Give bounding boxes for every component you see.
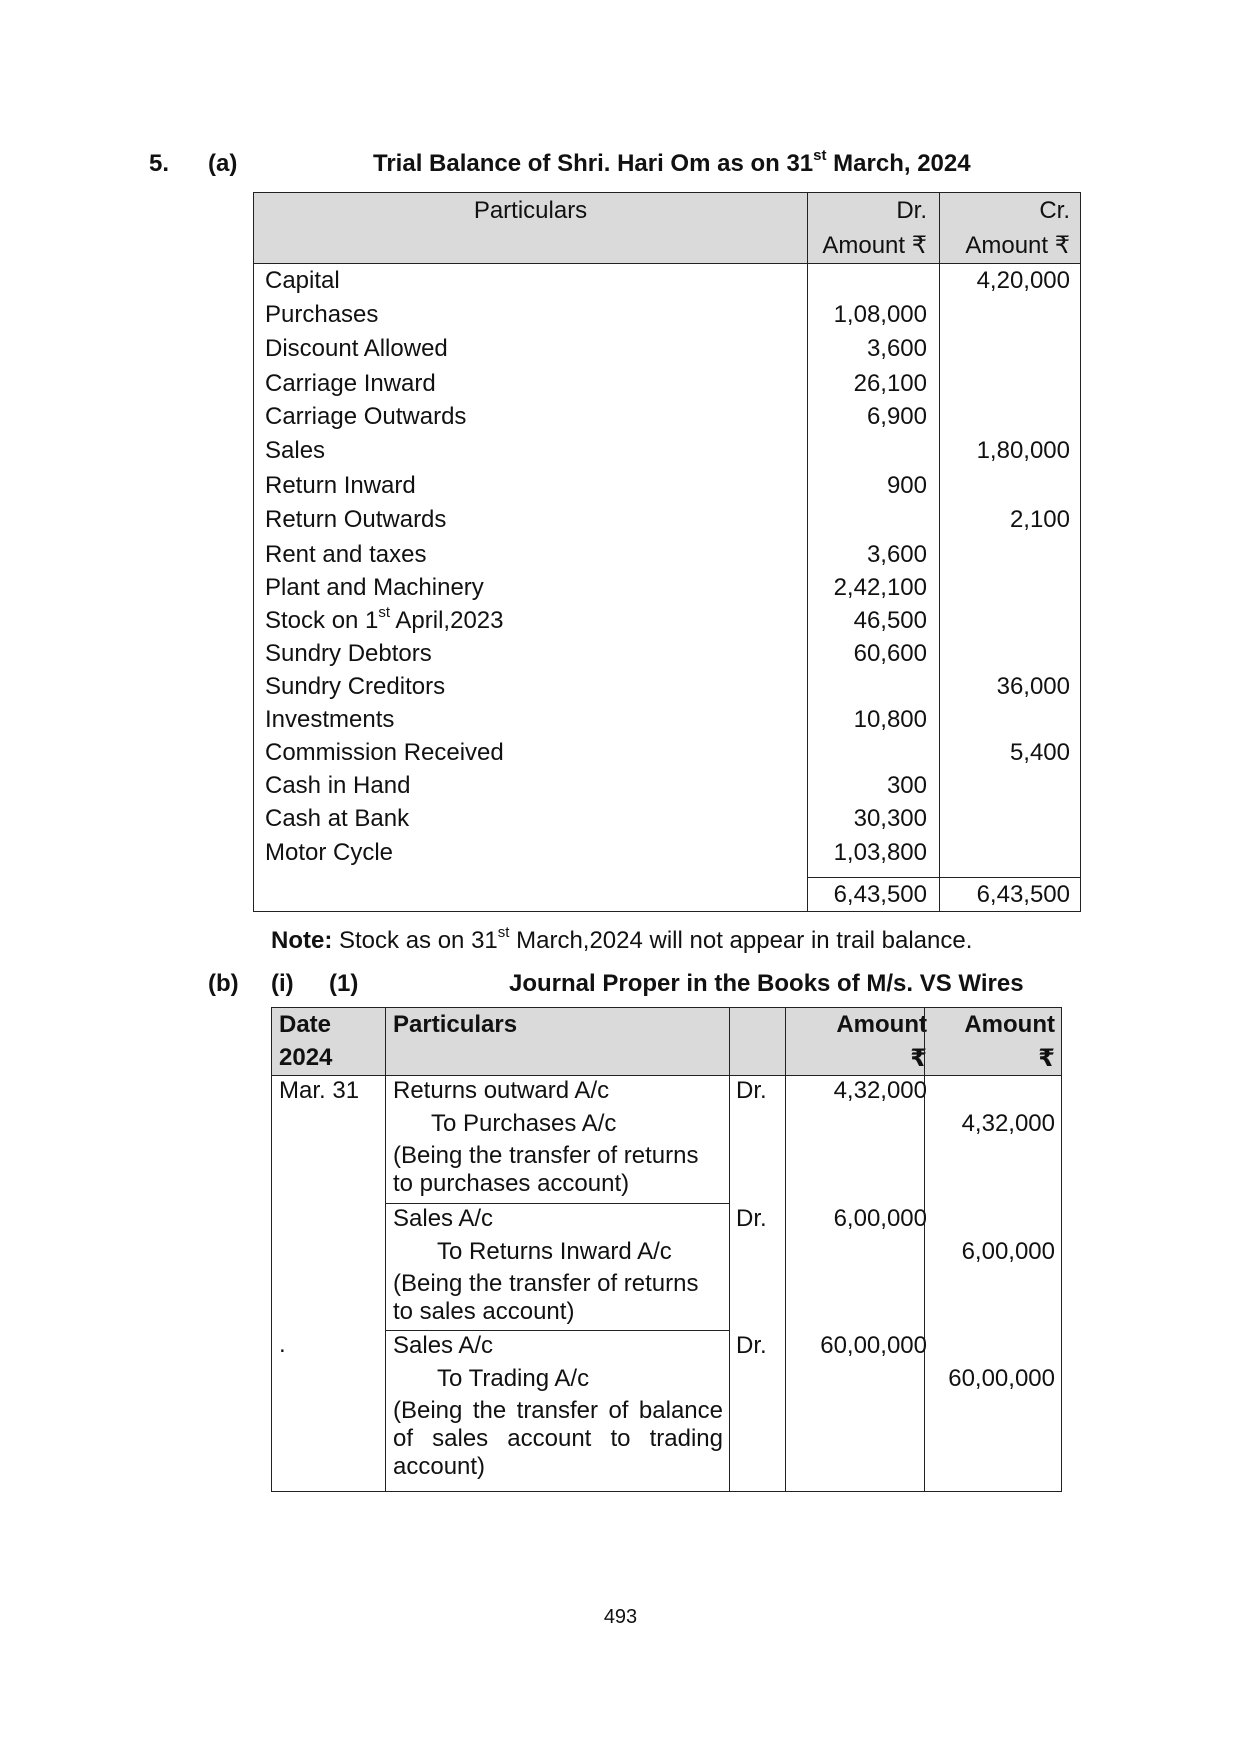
entry-dr-label: Dr. [736,1205,767,1232]
entry-credit-account: To Trading A/c [437,1365,590,1392]
row-particular: Sundry Creditors [265,673,446,700]
row-dr: 2,42,100 [833,574,927,601]
row-particular: Purchases [265,301,379,328]
table-row [254,298,1080,331]
row-cr: 36,000 [996,673,1070,700]
entry-dr-label: Dr. [736,1077,767,1104]
row-dr: 60,600 [853,640,927,667]
header-amount2-line1: Amount [964,1011,1055,1038]
entry-debit-amount: 4,32,000 [833,1077,927,1104]
total-row [254,878,1080,911]
row-cr: 1,80,000 [976,437,1070,464]
entry-credit-amount: 60,00,000 [948,1365,1055,1392]
header-amount1-line2: ₹ [910,1045,927,1072]
entry-narration: (Being the transfer of returns to sales account) [393,1270,699,1325]
entry-credit-amount: 4,32,000 [961,1110,1055,1137]
trial-balance-title: Trial Balance of Shri. Hari Om as on 31st March, 2024 [373,147,971,177]
row-dr: 46,500 [853,607,927,634]
entry-credit-account: To Returns Inward A/c [437,1238,672,1265]
row-dr: 1,08,000 [833,301,927,328]
row-particular: Stock on 1st April,2023 [265,604,504,634]
row-particular: Return Outwards [265,506,447,533]
entry-debit-amount: 60,00,000 [820,1332,927,1359]
table-row [254,503,1080,536]
entry-debit-account: Sales A/c [393,1205,494,1232]
header-date-line2: 2024 [279,1044,333,1071]
entry-debit-account: Sales A/c [393,1332,494,1359]
row-cr: 5,400 [1009,739,1070,766]
header-cr-line2: Amount ₹ [965,232,1070,259]
table-row [254,434,1080,467]
journal-title: Journal Proper in the Books of M/s. VS Wires [509,970,1024,997]
note: Note: Stock as on 31st March,2024 will not appear in trail balance. [271,924,973,954]
entry-debit-account: Returns outward A/c [393,1077,610,1104]
journal-table [271,1007,1062,1492]
table-row [254,469,1080,502]
header-amount2-line2: ₹ [1038,1045,1055,1072]
row-particular: Investments [265,706,395,733]
row-particular: Cash in Hand [265,772,411,799]
row-dr: 10,800 [853,706,927,733]
table-row [254,571,1080,604]
row-particular: Plant and Machinery [265,574,484,601]
table-row [254,836,1080,869]
row-particular: Sales [265,437,326,464]
row-particular: Capital [265,267,340,294]
row-dr: 3,600 [866,335,927,362]
table-row [254,703,1080,736]
row-cr: 2,100 [1009,506,1070,533]
entry-dr-label: Dr. [736,1332,767,1359]
header-particulars: Particulars [393,1011,518,1038]
table-row [254,670,1080,703]
row-cr: 4,20,000 [976,267,1070,294]
part-a-label: (a) [208,150,238,177]
row-particular: Rent and taxes [265,541,427,568]
page-number: 493 [603,1606,638,1628]
row-dr: 900 [886,472,927,499]
row-particular: Return Inward [265,472,416,499]
row-particular: Cash at Bank [265,805,410,832]
row-particular: Carriage Outwards [265,403,467,430]
table-row [254,736,1080,769]
row-particular: Sundry Debtors [265,640,432,667]
table-row [254,264,1080,297]
entry-credit-amount: 6,00,000 [961,1238,1055,1265]
row-dr: 3,600 [866,541,927,568]
table-row [254,400,1080,433]
row-dr: 26,100 [853,370,927,397]
entry-narration: (Being the transfer of balance of sales account to trading account) [393,1397,723,1480]
part-b-label: (b) [208,970,239,997]
table-row [254,538,1080,571]
row-particular: Carriage Inward [265,370,436,397]
table-row [254,802,1080,835]
table-row [254,769,1080,802]
journal-header [272,1008,1061,1076]
entry-narration: (Being the transfer of returns to purchases account) [393,1142,699,1197]
row-dr: 30,300 [853,805,927,832]
header-cr-line1: Cr. [1039,197,1070,224]
header-dr-line2: Amount ₹ [822,232,927,259]
trial-balance-table [253,192,1081,912]
header-particulars: Particulars [473,197,588,224]
total-dr: 6,43,500 [833,881,927,908]
row-dr: 6,900 [866,403,927,430]
table-row [254,637,1080,670]
part-b-i-label: (i) [271,970,294,997]
entry-debit-amount: 6,00,000 [833,1205,927,1232]
part-b-1-label: (1) [329,970,359,997]
trial-balance-header [254,193,1080,264]
row-particular: Motor Cycle [265,839,394,866]
table-row [254,604,1080,637]
total-cr: 6,43,500 [976,881,1070,908]
journal-date: Mar. 31 [279,1077,360,1104]
table-row [254,367,1080,400]
table-row [254,332,1080,365]
row-particular: Discount Allowed [265,335,448,362]
row-dr: 1,03,800 [833,839,927,866]
row-dr: 300 [886,772,927,799]
question-number: 5. [149,150,170,177]
header-dr-line1: Dr. [896,197,927,224]
row-particular: Commission Received [265,739,504,766]
journal-dot: . [279,1331,286,1358]
header-date-line1: Date [279,1011,332,1038]
header-amount1-line1: Amount [836,1011,927,1038]
entry-credit-account: To Purchases A/c [431,1110,617,1137]
